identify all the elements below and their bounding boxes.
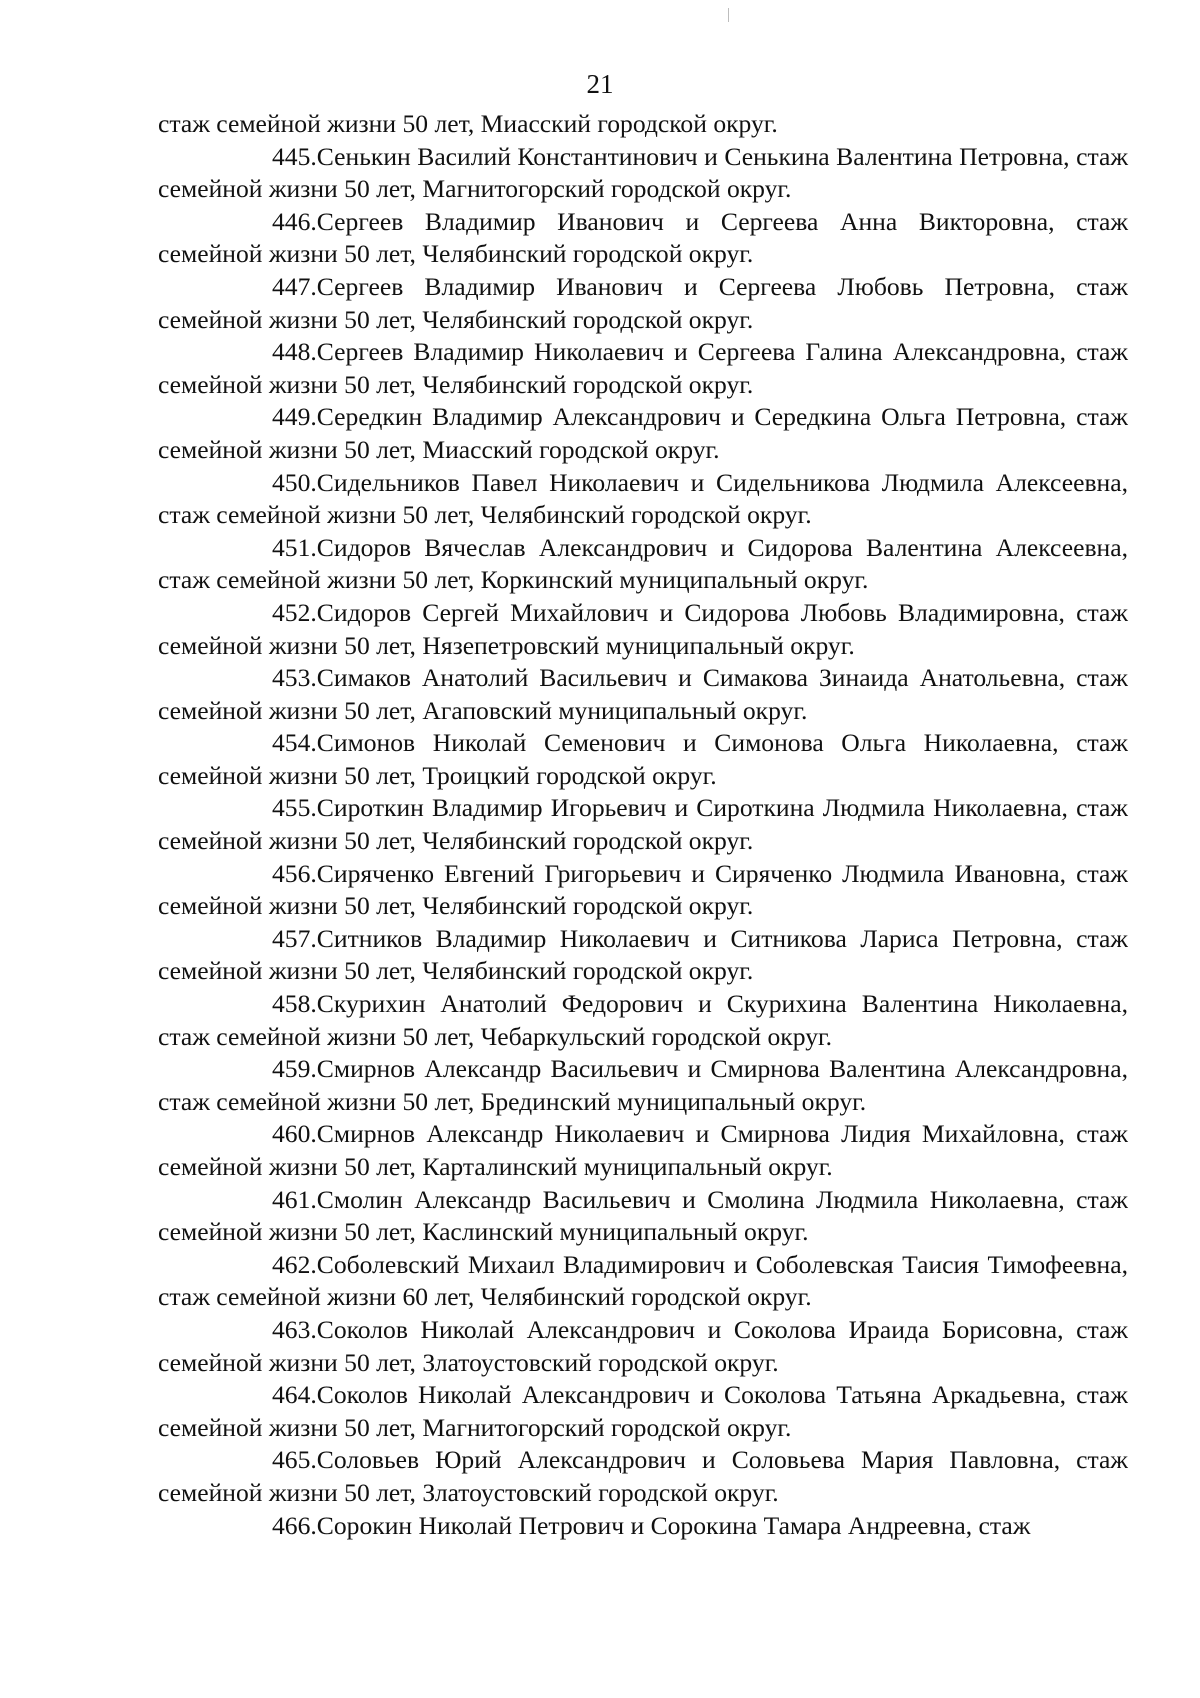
item-number: 454. bbox=[272, 728, 317, 758]
item-number: 464. bbox=[272, 1380, 317, 1410]
list-item bbox=[158, 1249, 1128, 1314]
item-number: 446. bbox=[272, 206, 317, 236]
item-number: 447. bbox=[272, 271, 317, 301]
item-number: 451. bbox=[272, 532, 317, 562]
item-number: 458. bbox=[272, 989, 317, 1019]
item-number: 466. bbox=[272, 1510, 317, 1540]
list-item bbox=[158, 467, 1128, 532]
item-text: Смолин Александр Васильевич и Смолина Людмила Николаевна, стаж семейной жизни 50 лет, Каслинский муниципальный округ. bbox=[158, 1184, 1128, 1247]
page-number: 21 bbox=[586, 69, 614, 99]
item-number: 453. bbox=[272, 663, 317, 693]
item-text: Скурихин Анатолий Федорович и Скурихина Валентина Николаевна, стаж семейной жизни 50 лет, Чебаркульский городской округ. bbox=[158, 989, 1128, 1051]
list-item bbox=[158, 206, 1128, 271]
item-text: Сидоров Вячеслав Александрович и Сидорова Валентина Алексеевна, стаж семейной жизни 50 лет, Коркинский муниципальный округ. bbox=[158, 532, 1128, 595]
list-item bbox=[158, 1053, 1128, 1118]
item-text: Сидоров Сергей Михайлович и Сидорова Любовь Владимировна, стаж семейной жизни 50 лет, Нязепетровский муниципальный округ. bbox=[158, 597, 1128, 660]
item-text: Соболевский Михаил Владимирович и Соболевская Таисия Тимофеевна, стаж семейной жизни 60 лет, Челябинский городской округ. bbox=[158, 1249, 1128, 1312]
item-number: 452. bbox=[272, 597, 317, 627]
item-text: Ситников Владимир Николаевич и Ситникова Лариса Петровна, стаж семейной жизни 50 лет, Челябинский городской округ. bbox=[158, 923, 1128, 986]
document-body bbox=[158, 108, 1128, 1542]
item-text: Смирнов Александр Васильевич и Смирнова Валентина Александровна, стаж семейной жизни 50 лет, Брединский муниципальный округ. bbox=[158, 1054, 1128, 1116]
list-item bbox=[158, 858, 1128, 923]
item-number: 456. bbox=[272, 858, 317, 888]
item-text: Соколов Николай Александрович и Соколова Ираида Борисовна, стаж семейной жизни 50 лет, Златоустовский городской округ. bbox=[158, 1314, 1128, 1377]
continuation-paragraph: стаж семейной жизни 50 лет, Миасский городской округ. bbox=[158, 109, 778, 138]
item-number: 445. bbox=[272, 141, 317, 171]
list-item bbox=[158, 1118, 1128, 1183]
item-text: Симаков Анатолий Васильевич и Симакова Зинаида Анатольевна, стаж семейной жизни 50 лет, Агаповский муниципальный округ. bbox=[158, 663, 1128, 725]
item-text: Сидельников Павел Николаевич и Сидельникова Людмила Алексеевна, стаж семейной жизни 50 лет, Челябинский городской округ. bbox=[158, 467, 1128, 530]
item-number: 455. bbox=[272, 793, 317, 823]
item-text: Сироткин Владимир Игорьевич и Сироткина Людмила Николаевна, стаж семейной жизни 50 лет, Челябинский городской округ. bbox=[158, 793, 1128, 856]
item-text: Сергеев Владимир Николаевич и Сергеева Галина Александровна, стаж семейной жизни 50 лет, Челябинский городской округ. bbox=[158, 337, 1128, 399]
item-number: 465. bbox=[272, 1445, 317, 1475]
list-item bbox=[158, 271, 1128, 336]
list-item bbox=[158, 532, 1128, 597]
item-number: 449. bbox=[272, 402, 317, 432]
item-text: Симонов Николай Семенович и Симонова Ольга Николаевна, стаж семейной жизни 50 лет, Троицкий городской округ. bbox=[158, 728, 1128, 790]
item-text: Середкин Владимир Александрович и Середкина Ольга Петровна, стаж семейной жизни 50 лет, Миасский городской округ. bbox=[158, 402, 1128, 464]
item-number: 461. bbox=[272, 1184, 317, 1214]
item-text: Соловьев Юрий Александрович и Соловьева Мария Павловна, стаж семейной жизни 50 лет, Златоустовский городской округ. bbox=[158, 1445, 1128, 1507]
item-number: 463. bbox=[272, 1314, 317, 1344]
list-item bbox=[158, 923, 1128, 988]
item-number: 462. bbox=[272, 1249, 317, 1279]
list-item bbox=[158, 401, 1128, 466]
list-item bbox=[158, 662, 1128, 727]
item-number: 459. bbox=[272, 1054, 317, 1084]
list-item bbox=[158, 1184, 1128, 1249]
item-text: Сенькин Василий Константинович и Сенькина Валентина Петровна, стаж семейной жизни 50 лет, Магнитогорский городской округ. bbox=[158, 141, 1128, 204]
list-item bbox=[158, 988, 1128, 1053]
scan-artifact bbox=[728, 8, 729, 22]
item-text: Сергеев Владимир Иванович и Сергеева Любовь Петровна, стаж семейной жизни 50 лет, Челябинский городской округ. bbox=[158, 271, 1128, 334]
item-number: 460. bbox=[272, 1119, 317, 1149]
list-item bbox=[158, 336, 1128, 401]
list-item bbox=[158, 727, 1128, 792]
list-item bbox=[158, 1379, 1128, 1444]
list-item bbox=[158, 141, 1128, 206]
list-item bbox=[158, 1444, 1128, 1509]
item-text: Сергеев Владимир Иванович и Сергеева Анна Викторовна, стаж семейной жизни 50 лет, Челябинский городской округ. bbox=[158, 206, 1128, 269]
list-item bbox=[158, 1314, 1128, 1379]
item-number: 457. bbox=[272, 923, 317, 953]
list-item bbox=[158, 792, 1128, 857]
item-text: Сорокин Николай Петрович и Сорокина Тамара Андреевна, стаж bbox=[316, 1510, 1031, 1540]
item-text: Соколов Николай Александрович и Соколова Татьяна Аркадьевна, стаж семейной жизни 50 лет, Магнитогорский городской округ. bbox=[158, 1380, 1128, 1442]
item-text: Смирнов Александр Николаевич и Смирнова Лидия Михайловна, стаж семейной жизни 50 лет, Карталинский муниципальный округ. bbox=[158, 1119, 1128, 1181]
item-number: 450. bbox=[272, 467, 317, 497]
item-number: 448. bbox=[272, 337, 317, 367]
list-item bbox=[158, 597, 1128, 662]
item-text: Сиряченко Евгений Григорьевич и Сиряченко Людмила Ивановна, стаж семейной жизни 50 лет, Челябинский городской округ. bbox=[158, 858, 1128, 921]
list-item bbox=[158, 1510, 1128, 1543]
